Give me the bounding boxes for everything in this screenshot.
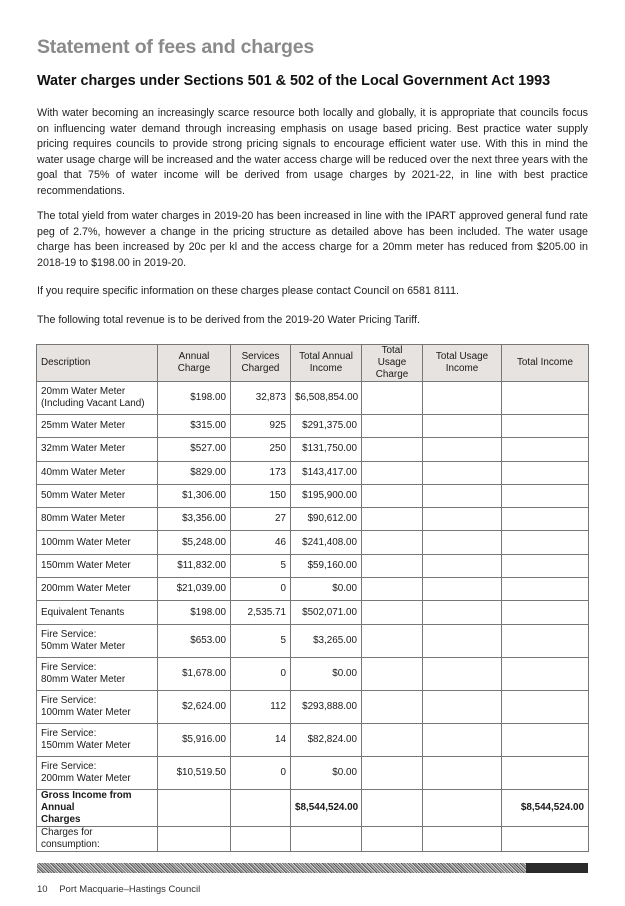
services-charged-cell: 250 [231,438,291,461]
table-row [37,508,589,531]
total-annual-income-cell: $6,508,854.00 [291,382,362,415]
total-usage-charge-cell [362,756,423,789]
table-row [37,438,589,461]
total-income-cell [502,723,589,756]
table-row [37,690,589,723]
services-charged-cell: 2,535.71 [231,601,291,624]
total-usage-income-cell [423,723,502,756]
annual-charge-cell: $1,306.00 [158,484,231,507]
total-usage-charge-cell [362,438,423,461]
table-row [37,657,589,690]
total-usage-income-cell [423,657,502,690]
empty-cell [291,826,362,851]
consumption-label: Charges for consumption: [37,826,158,851]
total-usage-income-cell [423,554,502,577]
annual-charge-cell: $829.00 [158,461,231,484]
empty-cell [423,826,502,851]
total-usage-charge-cell [362,578,423,601]
total-annual-income-cell: $143,417.00 [291,461,362,484]
description-cell [37,531,158,554]
total-usage-charge-cell [362,461,423,484]
description-cell [37,578,158,601]
empty-cell [158,826,231,851]
total-usage-income-cell [423,415,502,438]
total-usage-income-cell [423,382,502,415]
annual-charge-cell: $653.00 [158,624,231,657]
services-charged-cell: 46 [231,531,291,554]
total-income-cell [502,415,589,438]
services-charged-cell: 14 [231,723,291,756]
description-line: 100mm Water Meter [41,536,131,548]
total-annual-income-cell: $293,888.00 [291,690,362,723]
gross-income-row [37,789,589,826]
description-cell [37,723,158,756]
description-cell [37,690,158,723]
description-cell [37,624,158,657]
total-annual-income-cell: $195,900.00 [291,484,362,507]
total-annual-income-cell: $502,071.00 [291,601,362,624]
total-income-cell [502,756,589,789]
gross-total-income-cell: $8,544,524.00 [502,789,589,826]
total-usage-charge-cell [362,531,423,554]
gross-total-usage-income-cell [423,789,502,826]
total-income-cell [502,657,589,690]
total-annual-income-cell: $3,265.00 [291,624,362,657]
table-row [37,531,589,554]
total-usage-charge-cell [362,657,423,690]
services-charged-cell: 173 [231,461,291,484]
description-line: Fire Service: [41,694,97,706]
section-heading: Water charges under Sections 501 & 502 of the Local Government Act 1993 [37,73,551,89]
contact-paragraph: If you require specific information on these charges please contact Council on 6581 8111. [37,285,460,297]
description-line: 25mm Water Meter [41,420,126,432]
services-charged-cell: 27 [231,508,291,531]
empty-cell [231,826,291,851]
description-line: 50mm Water Meter [41,640,126,652]
revenue-paragraph: The following total revenue is to be derived from the 2019-20 Water Pricing Tariff. [37,314,420,326]
total-usage-income-cell [423,461,502,484]
table-row [37,461,589,484]
description-line: 150mm Water Meter [41,559,131,571]
table-row [37,578,589,601]
services-charged-cell: 0 [231,657,291,690]
description-line: Gross Income from Annual [41,789,132,813]
total-usage-charge-cell [362,484,423,507]
description-line: 20mm Water Meter [41,386,126,397]
description-line: 50mm Water Meter [41,490,126,502]
total-usage-income-cell [423,601,502,624]
description-cell [37,508,158,531]
services-charged-cell: 5 [231,554,291,577]
total-annual-income-cell: $0.00 [291,756,362,789]
total-income-cell [502,578,589,601]
table-row [37,382,589,415]
total-usage-income-cell [423,578,502,601]
description-line: 80mm Water Meter [41,513,126,525]
total-annual-income-cell: $291,375.00 [291,415,362,438]
total-usage-charge-cell [362,554,423,577]
total-income-cell [502,438,589,461]
total-usage-charge-cell [362,415,423,438]
description-line: 150mm Water Meter [41,739,131,751]
total-income-cell [502,508,589,531]
description-cell [37,484,158,507]
description-line: 200mm Water Meter [41,772,131,784]
total-annual-income-cell: $82,824.00 [291,723,362,756]
annual-charge-cell: $198.00 [158,601,231,624]
total-annual-income-cell: $0.00 [291,578,362,601]
empty-cell [362,826,423,851]
annual-charge-cell: $5,916.00 [158,723,231,756]
description-line: 40mm Water Meter [41,466,126,478]
description-cell [37,382,158,415]
description-cell [37,789,158,826]
total-annual-income-cell: $59,160.00 [291,554,362,577]
services-charged-cell: 112 [231,690,291,723]
annual-charge-cell: $315.00 [158,415,231,438]
table-header-row [37,345,589,382]
total-income-cell [502,624,589,657]
description-line: 32mm Water Meter [41,443,126,455]
services-charged-cell: 32,873 [231,382,291,415]
column-header-services-charged: Services Charged [231,345,291,382]
intro-paragraph: With water becoming an increasingly scarce resource both locally and globally, it is appropriate that councils focus on influencing water demand through increasing emphasis on usage based pricing. Best practice water supply pricing requires councils to provide strong pricing signals to encourage efficient water use. With this in mind the water usage charge will be increased and the water access charge will be reduced over the next three years with the goal that 75% of water income will be derived from usage charges by 2021-22, in line with best practice recommendations. [37,107,588,197]
annual-charge-cell: $5,248.00 [158,531,231,554]
column-header-total-usage-income: Total Usage Income [423,345,502,382]
description-line: Fire Service: [41,760,97,772]
table-row [37,484,589,507]
services-charged-cell: 0 [231,756,291,789]
table-row [37,624,589,657]
footer-bar-solid-block [526,863,588,873]
gross-total-usage-charge-cell [362,789,423,826]
page-number: 10 [37,884,48,895]
annual-charge-cell: $1,678.00 [158,657,231,690]
column-header-total-income: Total Income [502,345,589,382]
annual-charge-cell: $11,832.00 [158,554,231,577]
total-income-cell [502,382,589,415]
services-charged-cell: 5 [231,624,291,657]
total-usage-charge-cell [362,723,423,756]
gross-services-charged-cell [231,789,291,826]
description-cell [37,756,158,789]
total-usage-charge-cell [362,624,423,657]
annual-charge-cell: $2,624.00 [158,690,231,723]
table-row [37,601,589,624]
empty-cell [502,826,589,851]
description-cell [37,657,158,690]
description-line: 100mm Water Meter [41,706,131,718]
column-header-total-annual-income: Total Annual Income [291,345,362,382]
annual-charge-cell: $198.00 [158,382,231,415]
water-charges-table [36,344,589,852]
consumption-row [37,826,589,851]
yield-paragraph: The total yield from water charges in 2019-20 has been increased in line with the IPART approved general fund rate peg of 2.7%, however a change in the pricing structure as detailed above has been included. The water usage charge has been increased by 20c per kl and the access charge for a 20mm meter has reduced from $205.00 in 2018-19 to $198.00 in 2019-20. [37,210,588,269]
description-line: (Including Vacant Land) [41,398,145,409]
total-annual-income-cell: $0.00 [291,657,362,690]
description-line: 80mm Water Meter [41,673,126,685]
description-line: 200mm Water Meter [41,583,131,595]
page-title: Statement of fees and charges [37,36,315,58]
description-line: Charges [41,813,81,825]
annual-charge-cell: $3,356.00 [158,508,231,531]
services-charged-cell: 150 [231,484,291,507]
total-usage-income-cell [423,508,502,531]
total-usage-income-cell [423,438,502,461]
description-line: Fire Service: [41,628,97,640]
column-header-total-usage-charge: Total Usage Charge [362,345,423,382]
column-header-description: Description [37,345,158,382]
total-income-cell [502,484,589,507]
description-cell [37,601,158,624]
description-line: Fire Service: [41,727,97,739]
total-income-cell [502,601,589,624]
total-usage-charge-cell [362,382,423,415]
total-usage-income-cell [423,690,502,723]
total-usage-income-cell [423,756,502,789]
table-row [37,554,589,577]
table-row [37,723,589,756]
total-income-cell [502,531,589,554]
total-usage-income-cell [423,484,502,507]
annual-charge-cell: $21,039.00 [158,578,231,601]
description-line: Fire Service: [41,661,97,673]
total-usage-income-cell [423,624,502,657]
footer-decorative-bar [37,863,588,873]
total-income-cell [502,690,589,723]
services-charged-cell: 0 [231,578,291,601]
total-income-cell [502,554,589,577]
total-income-cell [502,461,589,484]
services-charged-cell: 925 [231,415,291,438]
description-cell [37,438,158,461]
gross-annual-charge-cell [158,789,231,826]
table-row [37,756,589,789]
description-cell [37,461,158,484]
annual-charge-cell: $527.00 [158,438,231,461]
page-footer [37,884,200,895]
annual-charge-cell: $10,519.50 [158,756,231,789]
total-usage-charge-cell [362,508,423,531]
organisation-name: Port Macquarie–Hastings Council [59,884,201,895]
gross-total-annual-income-cell: $8,544,524.00 [291,789,362,826]
total-usage-charge-cell [362,601,423,624]
total-usage-income-cell [423,531,502,554]
total-annual-income-cell: $241,408.00 [291,531,362,554]
total-usage-charge-cell [362,690,423,723]
total-annual-income-cell: $90,612.00 [291,508,362,531]
column-header-annual-charge: Annual Charge [158,345,231,382]
description-line: Equivalent Tenants [41,606,125,618]
description-cell [37,554,158,577]
table-row [37,415,589,438]
description-cell [37,415,158,438]
total-annual-income-cell: $131,750.00 [291,438,362,461]
